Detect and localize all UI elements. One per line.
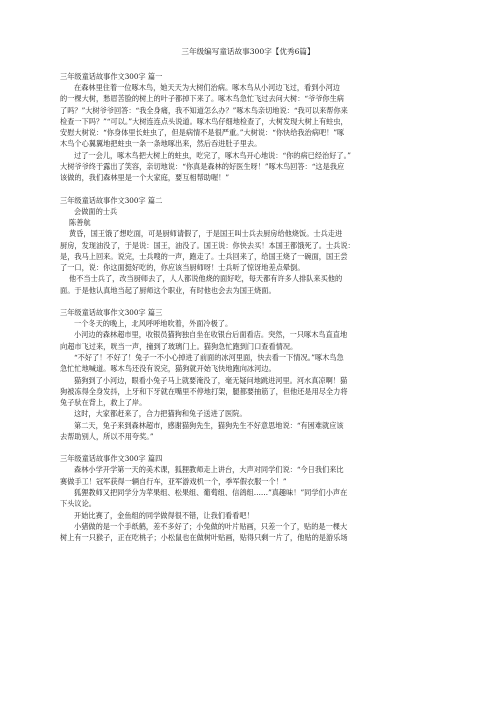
section-heading: 三年级童话故事作文300字 篇三	[60, 308, 163, 318]
document-title: 三年级编写童话故事300字【优秀6篇】	[181, 47, 315, 56]
section-2	[60, 195, 436, 296]
text-line: 了吗？”大树爷爷回答：“我全身痛，我不知道怎么办？”啄木鸟亲切地说：“我可以来帮你来	[60, 105, 348, 115]
text-line: 大树爷爷终于露出了笑容，亲切地说：“你真是森林的好医生呀！”啄木鸟回答：“这是我应	[60, 162, 345, 172]
text-line: 厨房，发现油没了，于是说：国王，油没了。国王说：你快去买！本国王都饿死了。士兵说：	[60, 240, 355, 250]
text-line: 了一口，说：你这面挺好吃的，你应该当厨师呀！士兵听了惊讶地差点晕倒。	[60, 263, 305, 273]
text-line: 安慰大树说：“你身体里长蛀虫了，但是病情不是很严重。”大树说：“你快给我治病吧！”啄	[60, 128, 345, 138]
text-line: 兔子驮在背上，救上了岸。	[60, 398, 147, 408]
text-line: 面。于是他认真地当起了厨师这个职业，有时他也会去为国王烧面。	[60, 285, 276, 295]
text-line: 过了一会儿，啄木鸟把大树上的蛀虫，吃完了，啄木鸟开心地说：“你的病已经治好了。”	[74, 150, 351, 160]
section-heading: 三年级童话故事作文300字 篇四	[60, 454, 163, 464]
section-body	[60, 318, 436, 442]
text-line: 该做的，我们森林里是一个大家庭，要互相帮助喔！”	[60, 173, 229, 183]
text-line: 检查一下吗？”“可以。”大树连连点头说道。啄木鸟仔细地检查了，大树发现大树上有蛀虫，	[60, 116, 348, 126]
text-line: 在森林里住着一位啄木鸟，她天天为大树们治病。啄木鸟从小河边飞过，看到小河边	[74, 83, 340, 92]
text-line: 第二天，兔子来到森林超市，感谢猫狗先生，猫狗先生不好意思地说：“有困难就应该	[74, 420, 344, 430]
text-line: 陈善航	[69, 217, 91, 227]
text-line: 的一棵大树，愁眉苦脸的树上的叶子都掉下来了。啄木鸟急忙飞过去问大树：“爷爷你生病	[60, 94, 344, 104]
text-line: 小猪做的是一个手纸鹤，差不多好了；小兔做的叶片贴画，只差一个了，贴的是一棵大	[74, 521, 348, 531]
section-body	[60, 464, 436, 543]
text-line: 一个冬天的晚上，北风呼呼地吹着，外面冷极了。	[74, 319, 233, 329]
section-3	[60, 307, 436, 442]
section-heading: 三年级童话故事作文300字 篇二	[60, 195, 163, 205]
text-line: 狐狸教师又把同学分为苹果组、松果组、葡萄组、信鸽组……”真趣味！”同学们小声在	[74, 487, 348, 497]
section-heading: 三年级童话故事作文300字 篇一	[60, 72, 163, 81]
text-line: 赛做手工！冠军获得一辆自行车，亚军游戏机一个，季军假衣服一个！”	[60, 476, 287, 486]
text-line: 这时，大家都赶来了，合力把猫狗和兔子送进了医院。	[74, 409, 247, 419]
text-line: 去帮助别人，所以不用夸奖。”	[60, 432, 154, 442]
section-body	[60, 206, 436, 296]
text-line: 猫狗到了小河边，眼看小兔子马上就要淹没了，毫无疑问地跳进河里。河水真凉啊！猫	[74, 375, 348, 385]
text-line: 向超市飞过来，咣当一声，撞到了玻璃门上。猫狗急忙跑到门口查看情况。	[60, 341, 298, 351]
text-line: 狗被冻得全身发抖，上牙和下牙就在嘴里不停地打架，腿都要抽筋了，但他还是用尽全力将	[60, 386, 348, 396]
text-line: 急忙忙地喊道。啄木鸟还没有说完，猫狗就开始飞快地跑向冰河边。	[60, 364, 276, 374]
text-line: 会做面的士兵	[74, 206, 118, 216]
text-line: 是，我马上回来。说完，士兵嗖的一声，跑走了。士兵回来了，给国王烧了一碗面，国王尝	[60, 251, 348, 261]
text-line: 他不当士兵了，改当厨师去了，人人都说他烧的面好吃，每天都有许多人排队来买他的	[69, 274, 343, 284]
text-line: 森林小学开学第一天的美术课，狐狸教师走上讲台，大声对同学们说：“今日我们来比	[74, 465, 344, 475]
text-line: 小河边的森林超市里，收银员猫狗独自坐在收银台后面看店。突然，一只啄木鸟直直地	[74, 330, 348, 340]
section-body	[60, 82, 436, 184]
text-line: 下头议论。	[60, 499, 96, 509]
section-1	[60, 71, 436, 184]
text-line: 黄昏，国王饿了想吃面，可是厨师请假了，于是国王叫士兵去厨房给他烧饭。士兵走进	[69, 229, 343, 239]
text-line: 开始比赛了，金鱼组的同学做得很不错，让我们看看吧！	[74, 510, 254, 520]
text-line: 树上有一只猴子，正在吃桃子；小松鼠也在做树叶贴画，贴得只剩一片了，他贴的是游乐场	[60, 533, 348, 543]
text-line: “不好了！不好了！兔子一不小心掉进了前面的冰河里面，快去看一下情况。”啄木鸟急	[74, 352, 344, 362]
text-line: 木鸟个心翼翼地把蛀虫一条一条地啄出来，然后吞进肚子里去。	[60, 139, 262, 149]
section-4	[60, 453, 436, 543]
